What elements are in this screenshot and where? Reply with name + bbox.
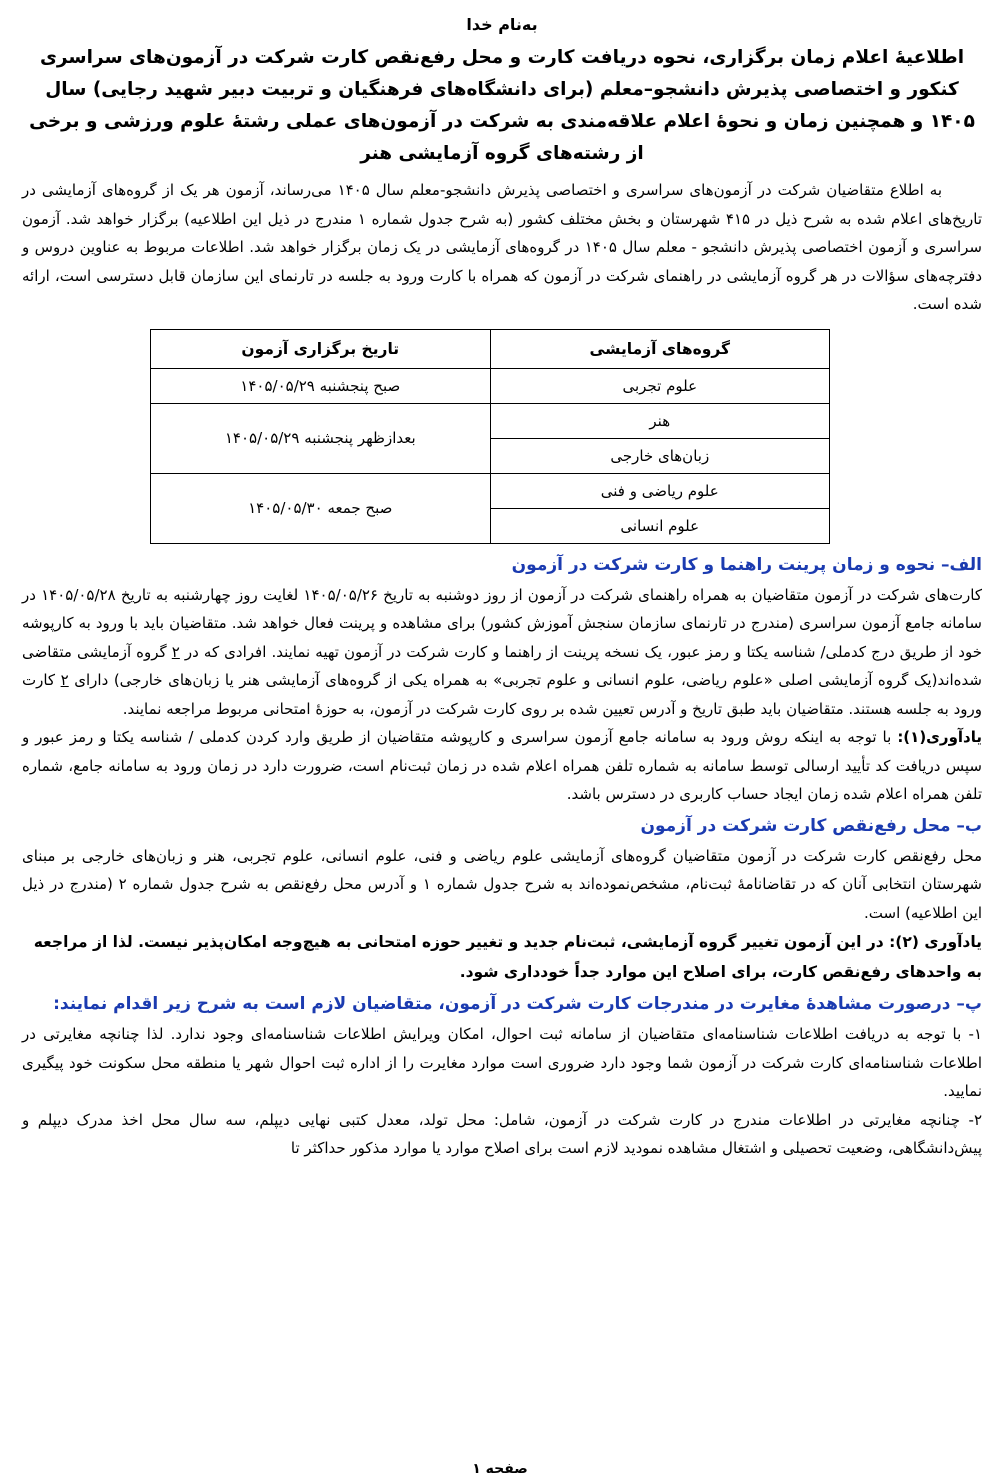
section-a-card-count-underlined: ۲ (60, 671, 69, 689)
header-date: تاریخ برگزاری آزمون (151, 329, 491, 368)
group-cell: علوم انسانی (490, 508, 829, 543)
page-number: صفحه ۱ (472, 1461, 528, 1477)
exam-schedule-table (150, 329, 830, 544)
header-group: گروه‌های آزمایشی (490, 329, 829, 368)
section-a-text-mid: گروه آزمایشی متقاضی شده‌اند(یک گروه آزمایشی اصلی «علوم ریاضی، علوم انسانی و علوم تجربی» به همراه یکی از گروه‌های آزمایشی هنر یا زبان‌های خارجی) دارای (22, 642, 982, 689)
announcement-title: اطلاعیهٔ اعلام زمان برگزاری، نحوه دریافت کارت و محل رفع‌نقص کارت شرکت در آزمون‌های سراسری کنکور و اختصاصی پذیرش دانشجو–معلم (برای دانشگاه‌های فرهنگیان و تربیت دبیر شهید رجایی) سال ۱۴۰۵ و همچنین زمان و نحوهٔ اعلام علاقه‌مندی به شرکت در آزمون‌های عملی رشتهٔ علوم ورزشی و برخی از رشته‌های گروه آزمایشی هنر (29, 47, 975, 164)
section-p-heading: پ– درصورت مشاهدهٔ مغایرت در مندرجات کارت شرکت در آزمون، متقاضیان لازم است به شرح زیر اقدام نمایند: (53, 994, 982, 1014)
table-row (151, 473, 830, 508)
group-cell: زبان‌های خارجی (490, 438, 829, 473)
note-2-paragraph: یادآوری (۲): در این آزمون تغییر گروه آزمایشی، ثبت‌نام جدید و تغییر حوزه امتحانی به هیچ‌وجه امکان‌پذیر نیست. لذا از مراجعه به واحدهای رفع‌نقص کارت، برای اصلاح این موارد جداً خودداری شود. (33, 933, 982, 981)
section-p-item-1: ۱- با توجه به دریافت اطلاعات شناسنامه‌ای متقاضیان از سامانه ثبت احوال، امکان ویرایش اطلاعات شناسنامه‌ای وجود ندارد. لذا چنانچه مغایرتی در اطلاعات شناسنامه‌ای کارت شرکت در آزمون شما وجود دارد ضروری است موارد مغایرت را از اداره ثبت احوال شهر یا منطقه محل سکونت خود پیگیری نمایید. (22, 1025, 982, 1100)
section-b-heading: ب– محل رفع‌نقص کارت شرکت در آزمون (640, 815, 982, 836)
note-1-label: یادآوری(۱): (897, 728, 982, 746)
section-a-text-start: کارت‌های شرکت در آزمون متقاضیان به همراه راهنمای شرکت در آزمون از روز دوشنبه به تاریخ ۱۴۰۵/۰۵/۲۶ لغایت روز چهارشنبه به تاریخ ۱۴۰۵/۰۵/۲۸ در سامانه جامع آزمون سراسری (مندرج در تارنمای سازمان سنجش آموزش کشور) برای مشاهده و پرینت فعال خواهد شد. متقاضیان باید با ورود به کارپوشه خود از طریق درج کدملی/ شناسه یکتا و رمز عبور، یک نسخه پرینت از راهنما و کارت شرکت در آزمون تهیه نمایند. افرادی که در (22, 585, 982, 661)
date-cell: بعدازظهر پنجشنبه ۱۴۰۵/۰۵/۲۹ (151, 403, 491, 473)
section-a-paragraph (22, 581, 982, 724)
section-b-paragraph: محل رفع‌نقص کارت شرکت در آزمون متقاضیان گروه‌های آزمایشی علوم ریاضی و فنی، علوم انسانی، علوم تجربی، هنر و زبان‌های خارجی بر مبنای شهرستان انتخابی آنان که در تقاضانامهٔ ثبت‌نام، مشخص‌نموده‌اند به شرح جدول شماره ۱ و آدرس محل رفع‌نقص به شرح جدول شماره ۲ (مندرج در ذیل این اطلاعیه) است. (22, 846, 982, 922)
section-p-item-2: ۲- چنانچه مغایرتی در اطلاعات مندرج در کارت شرکت در آزمون، شامل: محل تولد، معدل کتبی نهایی دیپلم، سه سال محل اخذ مدرک دیپلم و پیش‌دانشگاهی، وضعیت تحصیلی و اشتغال مشاهده نمودید لازم است برای اصلاح موارد یا موارد مذکور حداکثر تا (22, 1110, 982, 1157)
table-row (151, 368, 830, 403)
note-1-paragraph (22, 723, 982, 809)
section-a-text-end: کارت ورود به جلسه هستند. متقاضیان باید طبق تاریخ و آدرس تعیین شده بر روی کارت شرکت در آزمون، به حوزهٔ امتحانی مربوط مراجعه نمایند. (22, 671, 982, 718)
date-cell: صبح پنجشنبه ۱۴۰۵/۰۵/۲۹ (151, 368, 491, 403)
note-1-text: با توجه به اینکه روش ورود به سامانه جامع آزمون سراسری و کارپوشه متقاضیان از طریق وارد کردن کدملی / شناسه یکتا و رمز عبور و سپس دریافت کد تأیید ارسالی توسط سامانه به شماره تلفن همراه اعلام شده در زمان ثبت‌نام است، ضرورت دارد در زمان ورود به سامانه جامع، شماره تلفن همراه اعلام شده زمان ایجاد حساب کاربری در دسترس باشد. (22, 728, 982, 803)
group-cell: علوم ریاضی و فنی (490, 473, 829, 508)
table-header-row (151, 329, 830, 368)
bismillah-heading: به‌نام خدا (466, 15, 538, 34)
table-row (151, 403, 830, 438)
intro-paragraph: به اطلاع متقاضیان شرکت در آزمون‌های سراسری و اختصاصی پذیرش دانشجو-معلم سال ۱۴۰۵ می‌رساند، آزمون هر یک از گروه‌های آزمایشی در تاریخ‌های اعلام شده به شرح ذیل در ۴۱۵ شهرستان و بخش مختلف کشور (به شرح جدول شماره ۱ مندرج در ذیل این اطلاعیه) برگزار خواهد شد. آزمون سراسری و آزمون اختصاصی پذیرش دانشجو - معلم سال ۱۴۰۵ در گروه‌های آزمایشی در یک زمان برگزار خواهد شد. اطلاعات مربوط به عناوین دروس و دفترچه‌های سؤالات در هر گروه آزمایشی در راهنمای شرکت در آزمون که همراه با کارت ورود به جلسه در تارنمای این سازمان قابل دسترسی است، ارائه شده است. (22, 181, 982, 313)
section-a-count-underlined: ۲ (171, 642, 180, 661)
section-a-heading: الف– نحوه و زمان پرینت راهنما و کارت شرکت در آزمون (511, 554, 982, 575)
date-cell: صبح جمعه ۱۴۰۵/۰۵/۳۰ (151, 473, 491, 543)
group-cell: هنر (490, 403, 829, 438)
group-cell: علوم تجربی (490, 368, 829, 403)
